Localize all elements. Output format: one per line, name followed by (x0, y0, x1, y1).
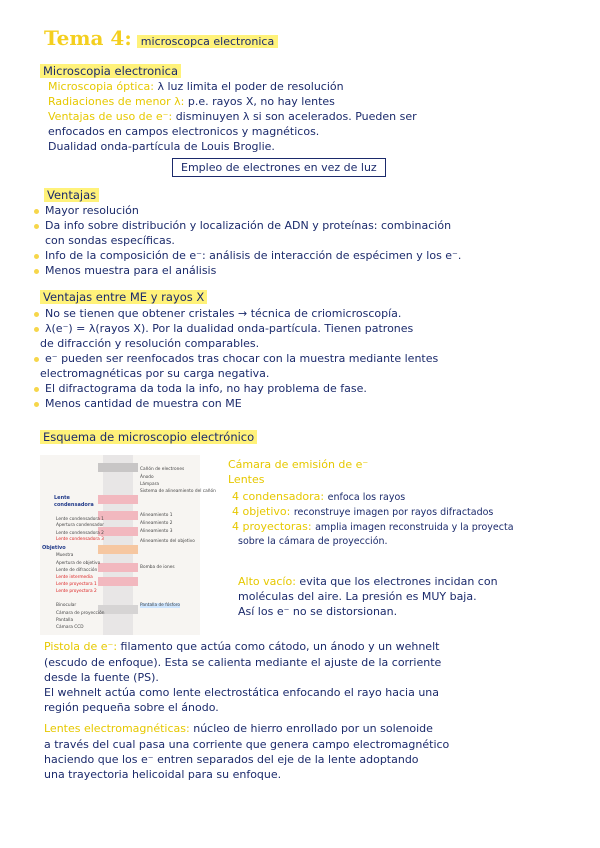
diagram-label: Lente proyectora 2 (56, 589, 97, 594)
diagram-label: Muestra (56, 553, 74, 558)
bullet-icon (34, 209, 39, 214)
bullet-item: λ(e⁻) = λ(rayos X). Por la dualidad onda-partícula. Tienen patrones (34, 322, 413, 335)
camara-emision-title: Cámara de emisión de e⁻ (228, 458, 369, 471)
pistola-line: (escudo de enfoque). Esta se calienta mediante el ajuste de la corriente (44, 656, 442, 669)
diagram-label: Cámara CCD (56, 625, 84, 630)
bullet-item: El difractograma da toda la info, no hay problema de fase. (34, 382, 367, 395)
lentes-title: Lentes (228, 473, 265, 486)
lente-continuation: sobre la cámara de proyección. (238, 536, 388, 547)
diagram-label: Alineamiento 1 (140, 513, 173, 518)
diagram-label: Cañón de electrones (140, 467, 185, 472)
diagram-label: Apertura de objetivo (56, 561, 101, 566)
condenser-lens-1 (98, 495, 138, 504)
diagram-label: Alineamiento 3 (140, 529, 173, 534)
section-heading-microscopia: Microscopia electronica (40, 64, 181, 78)
note-line: Dualidad onda-partícula de Louis Broglie. (48, 140, 275, 153)
page-title (44, 26, 278, 50)
note-line: Radiaciones de menor λ: p.e. rayos X, no hay lentes (48, 95, 335, 108)
projector-lens (98, 577, 138, 586)
bullet-icon (34, 402, 39, 407)
diagram-label: Pantalla (56, 618, 74, 623)
bullet-icon (34, 327, 39, 332)
diagram-label: Lente de difracción (56, 568, 98, 573)
bullet-continuation: con sondas específicas. (45, 234, 175, 247)
lentes-em-line: a través del cual pasa una corriente que genera campo electromagnético (44, 738, 450, 751)
alto-vacio-line: Alto vacío: evita que los electrones incidan con (238, 575, 498, 588)
note-line: enfocados en campos electronicos y magnéticos. (48, 125, 320, 138)
diagram-note-lente: Lente (54, 495, 70, 501)
lente-item: 4 condensadora: enfoca los rayos (232, 490, 406, 503)
microscope-diagram (40, 455, 216, 635)
diagram-label: Alineamiento del objetivo (140, 539, 195, 544)
intermediate-lens (98, 563, 138, 572)
bullet-continuation: de difracción y resolución comparables. (40, 337, 260, 350)
diagram-label: Bomba de iones (140, 565, 175, 570)
diagram-label: Sistema de alineamiento del cañón (140, 489, 216, 494)
lente-item: 4 objetivo: reconstruye imagen por rayos difractados (232, 505, 494, 518)
diagram-label: Pantalla de fósforo (140, 603, 181, 608)
diagram-note-objetivo: Objetivo (42, 545, 66, 551)
diagram-label: Ánodo (140, 475, 154, 480)
pistola-line: El wehnelt actúa como lente electrostática enfocando el rayo hacia una (44, 686, 440, 699)
diagram-label: Cámara de proyección (56, 611, 105, 616)
bullet-icon (34, 269, 39, 274)
section-heading-me-rayos-x: Ventajas entre ME y rayos X (40, 290, 207, 304)
lentes-em-line: una trayectoria helicoidal para su enfoque. (44, 768, 282, 781)
diagram-label: Binocular (56, 603, 77, 608)
diagram-label: Lente condensadora 2 (56, 531, 104, 536)
title-main: Tema 4: (44, 26, 132, 50)
bullet-icon (34, 357, 39, 362)
bullet-icon (34, 224, 39, 229)
pistola-line: región pequeña sobre el ánodo. (44, 701, 219, 714)
objective-lens (98, 545, 138, 554)
diagram-label: Lente proyectora 1 (56, 582, 97, 587)
bullet-icon (34, 312, 39, 317)
bullet-item: Menos cantidad de muestra con ME (34, 397, 242, 410)
lente-item: 4 proyectoras: amplia imagen reconstruida y la proyecta (232, 520, 514, 533)
boxed-note: Empleo de electrones en vez de luz (172, 158, 386, 177)
diagram-label: Apertura condensador (56, 523, 105, 528)
condenser-lens-2 (98, 511, 138, 520)
bullet-icon (34, 254, 39, 259)
bullet-item: e⁻ pueden ser reenfocados tras chocar con la muestra mediante lentes (34, 352, 438, 365)
bullet-item: Info de la composición de e⁻: análisis de interacción de espécimen y los e⁻. (34, 249, 461, 262)
pistola-line: desde la fuente (PS). (44, 671, 159, 684)
alto-vacio-line: moléculas del aire. La presión es MUY baja. (238, 590, 477, 603)
diagram-label: Lente intermedia (56, 575, 93, 580)
title-sub: microscopca electronica (137, 35, 278, 48)
bullet-item: No se tienen que obtener cristales → técnica de criomicroscopía. (34, 307, 401, 320)
lentes-em-line: haciendo que los e⁻ entren separados del eje de la lente adoptando (44, 753, 419, 766)
bullet-item: Menos muestra para el análisis (34, 264, 216, 277)
note-line: Ventajas de uso de e⁻: disminuyen λ si son acelerados. Pueden ser (48, 110, 417, 123)
diagram-note-condensadora: condensadora (54, 502, 94, 508)
pistola-line: Pistola de e⁻: filamento que actúa como cátodo, un ánodo y un wehnelt (44, 640, 440, 653)
diagram-label: Lente condensadora 1 (56, 517, 104, 522)
alto-vacio-line: Así los e⁻ no se distorsionan. (238, 605, 398, 618)
bullet-item: Da info sobre distribución y localización de ADN y proteínas: combinación (34, 219, 451, 232)
condenser-lens-3 (98, 527, 138, 536)
section-heading-esquema: Esquema de microscopio electrónico (40, 430, 257, 444)
lentes-em-line: Lentes electromagnéticas: núcleo de hierro enrollado por un solenoide (44, 722, 433, 735)
bullet-continuation: electromagnéticas por su carga negativa. (40, 367, 270, 380)
diagram-label: Lente condensadora 3 (56, 537, 104, 542)
bullet-item: Mayor resolución (34, 204, 139, 217)
bullet-icon (34, 387, 39, 392)
diagram-label: Alineamiento 2 (140, 521, 173, 526)
note-line: Microscopia óptica: λ luz limita el poder de resolución (48, 80, 344, 93)
section-heading-ventajas: Ventajas (44, 188, 99, 202)
electron-gun (98, 463, 138, 472)
diagram-label: Lámpara (140, 482, 159, 487)
